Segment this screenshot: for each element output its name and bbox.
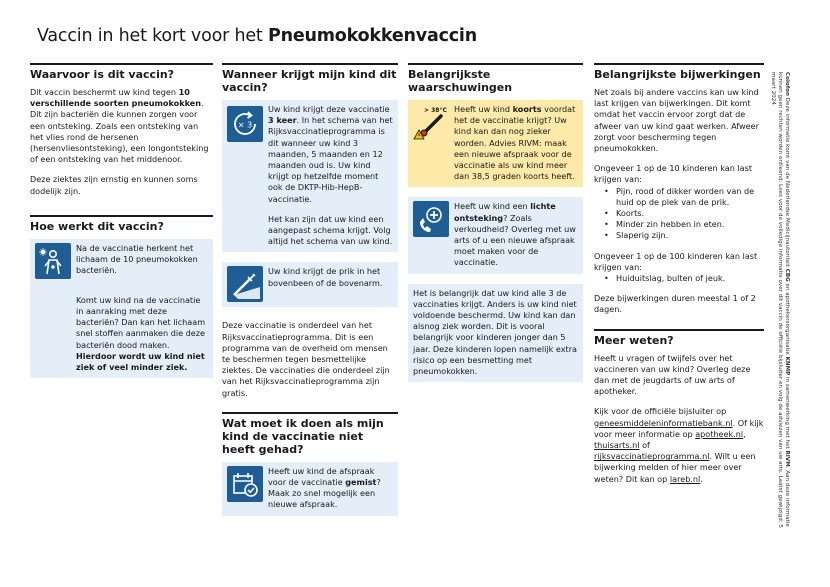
svg-text:× 3: × 3 [237,120,253,130]
schedule-text: Uw kind krijgt deze vaccinatie 3 keer. In het schema van het Rijksvaccinatieprogramma is dit wanneer uw kind 3 maanden, 5 maanden en 12 maanden oud is. Uw kind krijgt op hetzelfde moment ook de DKTP-Hib-HepB-vaccinatie. [268,104,393,204]
colofon-text: Colofon Deze informatie komt van de Nederlandse Medicijnautoriteit CBG en apothekersorganisatie KNMP in samenwerking met het RIVM. Aan deze informatie kunnen geen rechten worden ontleend. Lees voor de volledige informatie over dit vaccin de officiële bijsluiter en volg de adviezen van uw arts. Laatst gewijzigd: 5 maart 2024 [769,72,790,528]
heading-more-info: Meer weten? [594,329,764,347]
link-rijksvaccinatieprogramma[interactable]: rijksvaccinatieprogramma.nl [594,451,710,462]
schedule-box [222,100,398,252]
link-apotheek[interactable]: apotheek.nl [695,428,744,439]
calendar-icon [227,466,263,502]
link-lareb[interactable]: lareb.nl [669,473,701,484]
missed-box [222,462,398,516]
injection-site-text: Uw kind krijgt de prik in het bovenbeen of de bovenarm. [268,266,383,288]
program-text: Deze vaccinatie is onderdeel van het Rijksvaccinatieprogramma. Dit is een programma van de overheid om mensen te beschermen tegen besmettelijke ziektes. De vaccinaties die onderdeel zijn van het Rijksvaccinatieprogramma zijn gratis. [222,320,390,398]
fever-warning-box [408,100,583,187]
inflammation-text: Heeft uw kind een lichte ontsteking? Zoals verkoudheid? Overleg met uw arts of u een nieuwe afspraak moet maken voor de vaccinatie. [454,201,576,268]
side-effects-duration: Deze bijwerkingen duren meestal 1 of 2 dagen. [594,293,756,315]
column-side-effects [594,63,764,485]
fever-warning-text: Heeft uw kind koorts voordat het de vaccinatie krijgt? Uw kind kan dan nog zieker worden. Advies RIVM: maak een nieuwe afspraak voor de vaccinatie als uw kind meer dan 38,5 graden koorts heeft. [454,104,576,182]
side-effects-common-list [604,186,764,242]
doctor-phone-icon [413,201,449,237]
repeat-x3-icon [227,106,263,142]
heading-when: Wanneer krijgt mijn kind dit vaccin? [222,63,398,94]
all-three-text: Het is belangrijk dat uw kind alle 3 de vaccinaties krijgt. Anders is uw kind niet voldoende beschermd. Uw kind kan dan alsnog ziek worden. Dit is vooral belangrijk voor kinderen jonger dan 5 jaar. Deze kinderen lopen namelijk extra risico op een besmetting met pneumokokken. [413,287,577,377]
svg-text:> 38°C: > 38°C [424,107,447,114]
more-info-text: Heeft u vragen of twijfels over het vaccineren van uw kind? Overleg deze dan met de jeugdarts of uw arts of apotheker. [594,352,751,397]
missed-text: Heeft uw kind de afspraak voor de vaccinatie gemist? Maak zo snel mogelijk een nieuwe afspraak. [268,465,381,510]
heading-purpose: Waarvoor is dit vaccin? [30,63,213,81]
thermometer-warning-icon [413,104,449,140]
purpose-severity-text: Deze ziektes zijn ernstig en kunnen soms dodelijk zijn. [30,174,198,196]
purpose-text: Dit vaccin beschermt uw kind tegen 10 verschillende soorten pneumokokken. Dit zijn bacteriën die kunnen zorgen voor een ontsteking. Zoals een ontsteking van het vlies rond de hersenen (hersenvliesontsteking), een longontsteking of een ontsteking van het middenoor. [30,87,209,165]
list-item: • Huiduitslag, bulten of jeuk. [604,273,764,284]
heading-warnings: Belangrijkste waarschuwingen [408,63,583,94]
list-item: • Slaperig zijn. [604,230,764,241]
inflammation-box [408,197,583,273]
side-effects-rare-intro: Ongeveer 1 op de 100 kinderen kan last krijgen van: [594,250,758,272]
list-item: • Minder zin hebben in eten. [604,219,764,230]
colofon-sidebar [769,72,790,542]
page-title: Vaccin in het kort voor het Pneumokokkenvaccin [37,26,477,46]
more-info-links: Kijk voor de officiële bijsluiter op geneesmiddeleninformatiebank.nl. Of kijk voor meer informatie op apotheek.nl, thuisarts.nl of rijksvaccinatieprogramma.nl. Wilt u een bijwerking melden of hier meer over weten? Dit kan op lareb.nl. [594,406,764,484]
list-item: • Pijn, rood of dikker worden van de huid op de plek van de prik. [604,186,764,208]
immune-body-icon [35,243,71,279]
column-warnings [408,63,583,382]
link-geneesmiddeleninformatiebank[interactable]: geneesmiddeleninformatiebank.nl [594,417,733,428]
link-thuisarts[interactable]: thuisarts.nl [594,440,640,451]
column-when [222,63,398,516]
side-effects-rare-list [604,273,764,284]
schedule-adjusted-text: Het kan zijn dat uw kind een aangepast schema krijgt. Volg altijd het schema van uw kind. [268,213,393,247]
heading-side-effects: Belangrijkste bijwerkingen [594,63,764,81]
side-effects-intro: Net zoals bij andere vaccins kan uw kind last krijgen van bijwerkingen. Dit komt omdat het vaccin ervoor zorgt dat de afweer van uw kind gaat werken. Afweer zorgt voor bescherming tegen pneumokokken. [594,87,759,154]
injection-site-box [222,262,398,307]
how-it-works-text-2: Komt uw kind na de vaccinatie in aanraking met deze bacteriën? Dan kan het lichaam snel stoffen aanmaken die deze bacteriën dood maken. Hierdoor wordt uw kind niet ziek of veel minder ziek. [76,294,206,373]
column-purpose [30,63,213,378]
syringe-icon [227,266,263,302]
how-it-works-box [30,239,213,378]
how-it-works-text-1: Na de vaccinatie herkent het lichaam de 10 pneumokokken bacteriën. [76,242,198,276]
heading-missed: Wat moet ik doen als mijn kind de vaccinatie niet heeft gehad? [222,412,398,456]
all-three-box [408,284,583,383]
heading-how-it-works: Hoe werkt dit vaccin? [30,215,213,233]
side-effects-common-intro: Ongeveer 1 op de 10 kinderen kan last krijgen van: [594,163,753,185]
list-item: • Koorts. [604,208,764,219]
